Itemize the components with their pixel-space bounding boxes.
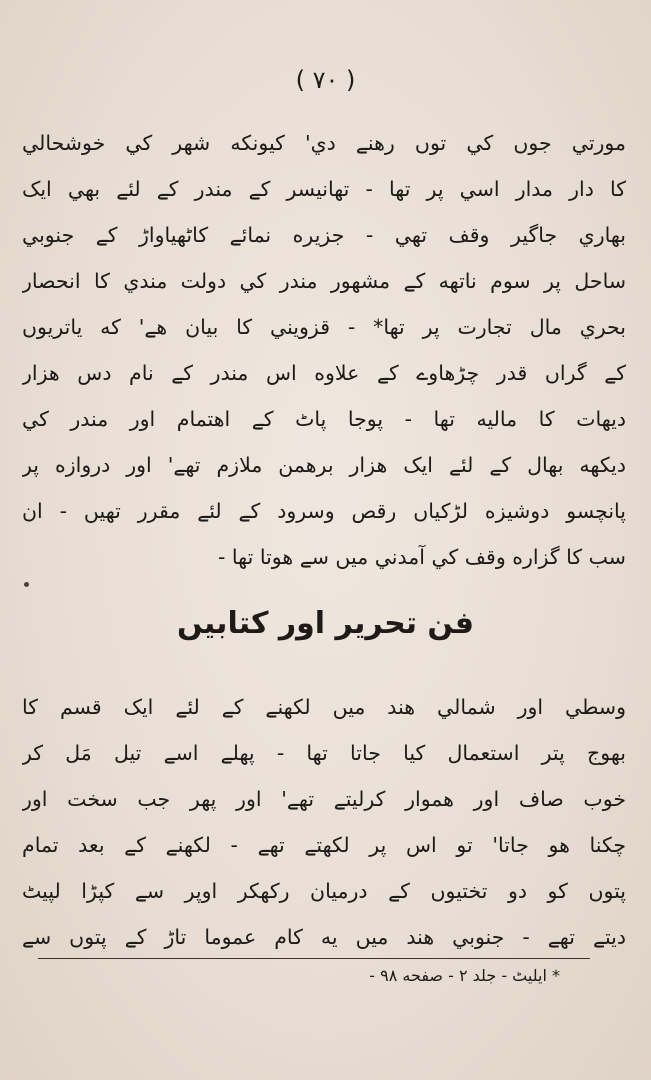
page-number: ( ٧٠ ) [295,66,356,94]
text-line: مورتي جوں کي توں رهنے دي' کیونکه شهر کي خوشحالي [22,131,626,155]
footnote-divider [38,958,590,959]
text-line: کا دار مدار اسي پر تها - تهانیسر کے مندر کے لئے بهي ایک [22,177,626,201]
ink-speck [24,582,29,587]
text-line: بهاري جاگیر وقف تهي - جزیره نمائے کاٹهیاواڑ کے جنوبي [22,223,626,247]
text-line: چکنا هو جاتا' تو اس پر لکهتے تهے - لکهنے کے بعد تمام [22,833,626,857]
section-heading: فن تحریر اور کتابیں [176,606,475,641]
text-line: بحري مال تجارت پر تها* - قزویني کا بیان هے' که یاتریوں [22,315,626,339]
text-line: دیهات کا مالیه تها - پوجا پاٹ کے اهتمام اور مندر کي [22,407,626,431]
text-line: سب کا گزاره وقف کي آمدني میں سے هوتا تها - [218,545,626,569]
footnote: * ایلیٹ - جلد ٢ - صفحه ٩٨ - [369,966,560,985]
text-line: دیتے تهے - جنوبي هند میں یه کام عموما تاڑ کے پتوں سے [22,925,626,949]
paragraph-1 [22,120,626,580]
paragraph-2 [22,684,626,960]
text-line: پتوں کو دو تختیوں کے درمیان رکهکر اوپر سے کپڑا لپیٹ [22,879,626,903]
text-line: بهوج پتر استعمال کیا جاتا تها - پهلے اسے تیل مَل کر [22,741,626,765]
text-line: خوب صاف اور هموار کرلیتے تهے' اور پهر جب سخت اور [22,787,626,811]
text-line: پانچسو دوشیزه لڑکیاں رقص وسرود کے لئے مقرر تهیں - ان [22,499,626,523]
text-line: ساحل پر سوم ناتهه کے مشهور مندر کي دولت مندي کا انحصار [22,269,626,293]
text-line: وسطي اور شمالي هند میں لکهنے کے لئے ایک قسم کا [22,695,626,719]
text-line: کے گراں قدر چڑهاوے کے علاوه اس مندر کے نام دس هزار [22,361,626,385]
text-line: دیکهه بهال کے لئے ایک هزار برهمن ملازم تهے' اور دروازه پر [22,453,626,477]
